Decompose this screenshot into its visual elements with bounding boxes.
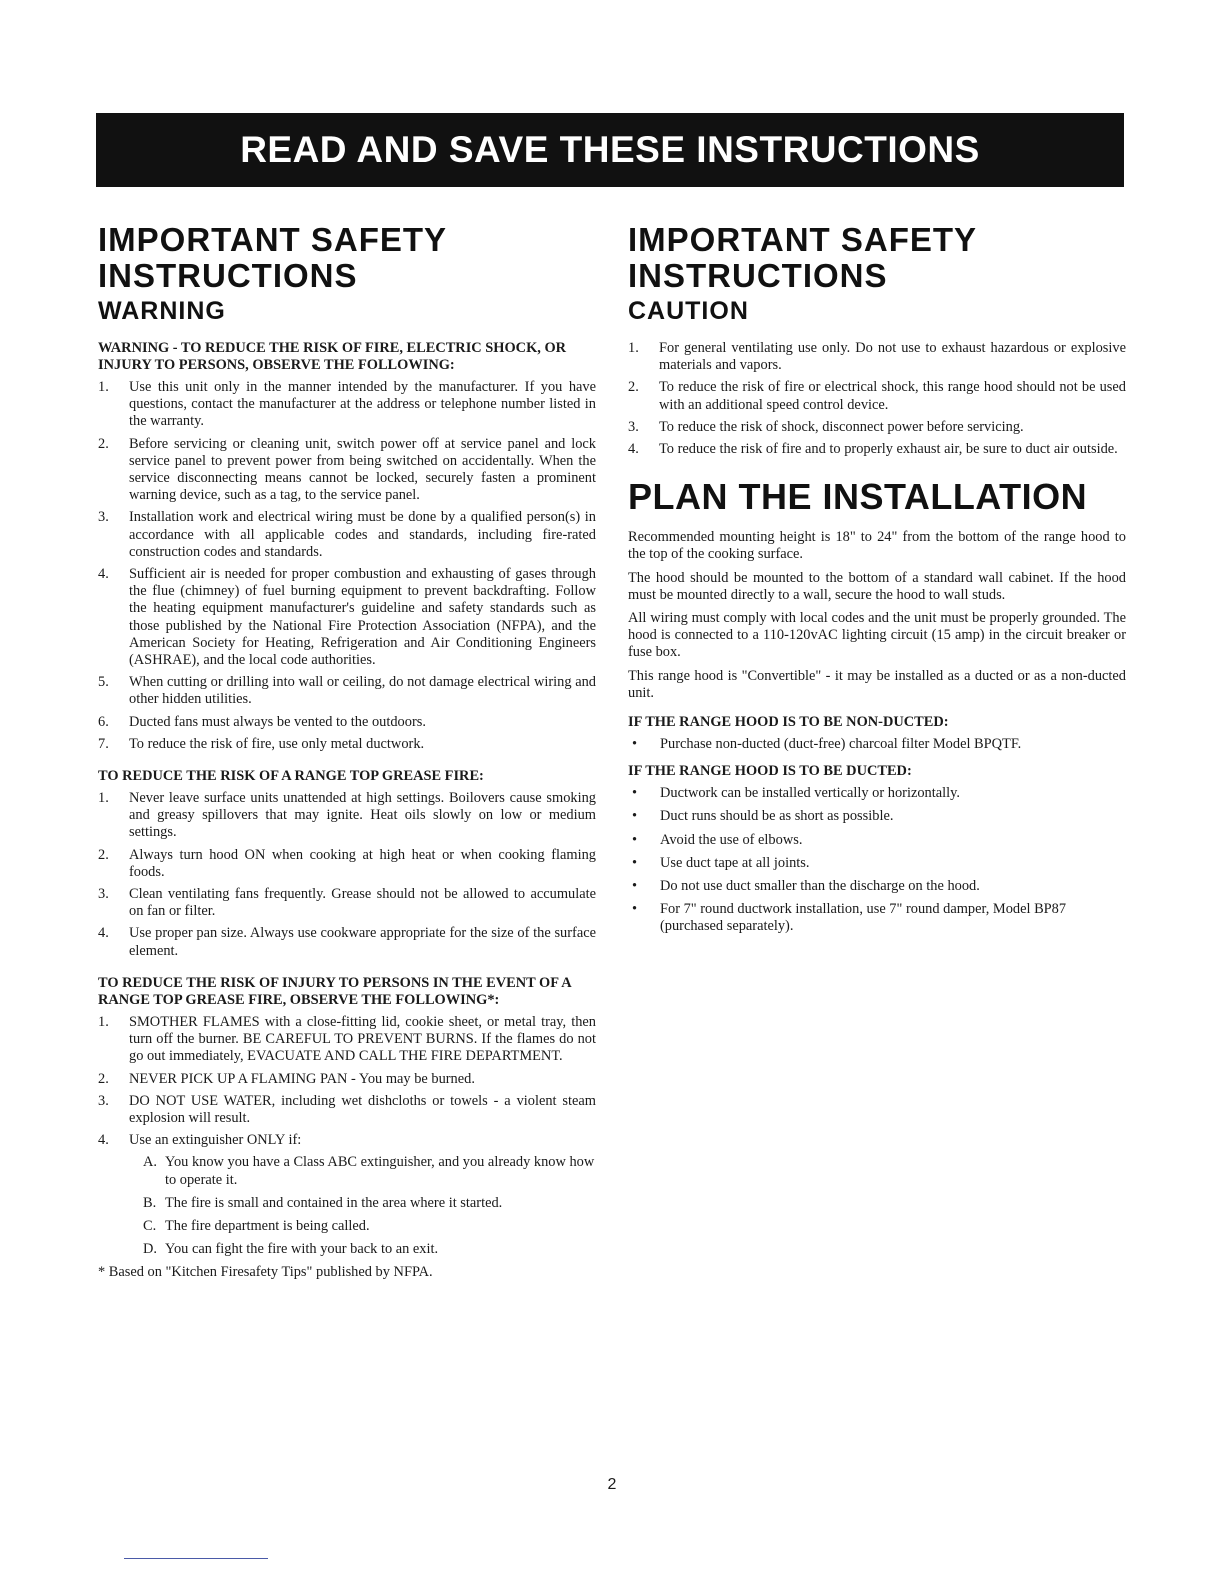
item-text: For general ventilating use only. Do not use to exhaust hazardous or explosive materials and vapors. <box>659 340 1126 374</box>
item-text: To reduce the risk of fire or electrical shock, this range hood should not be used with an additional speed control device. <box>659 379 1126 413</box>
item-number: 2. <box>98 1070 109 1087</box>
list-item <box>129 1154 596 1188</box>
list-item <box>98 925 596 959</box>
footnote: * Based on "Kitchen Firesafety Tips" published by NFPA. <box>98 1264 433 1281</box>
list-item <box>98 886 596 920</box>
item-text: Ductwork can be installed vertically or horizontally. <box>660 785 960 802</box>
item-number: 4. <box>98 925 109 942</box>
right-column <box>628 222 1126 946</box>
extinguisher-list <box>129 1154 596 1258</box>
banner-title: READ AND SAVE THESE INSTRUCTIONS <box>240 129 980 170</box>
item-text: Use proper pan size. Always use cookware appropriate for the size of the surface element. <box>129 925 596 959</box>
item-number: 1. <box>98 1013 109 1030</box>
item-text: The fire is small and contained in the area where it started. <box>165 1194 503 1211</box>
item-number: 4. <box>628 441 639 458</box>
plan-installation-title: PLAN THE INSTALLATION <box>628 476 1088 518</box>
item-number: 3. <box>98 886 109 903</box>
list-item <box>129 1195 596 1212</box>
item-text: To reduce the risk of fire, use only metal ductwork. <box>129 735 425 752</box>
warning-subtitle: WARNING <box>98 297 226 325</box>
left-column <box>98 222 596 1281</box>
item-text: Duct runs should be as short as possible. <box>660 808 894 825</box>
item-text: Sufficient air is needed for proper combustion and exhausting of gases through the flue (chimney) of fuel burning equipment to prevent backdrafting. Follow the heating equipment manufacturer's guideline and safety standards such as those published by the National Fire Protection Association (NFPA), and the American Society for Heating, Refrigeration and Air Conditioning Engineers (ASHRAE), and the local code authorities. <box>129 566 596 669</box>
list-item <box>98 1132 596 1149</box>
ducted-heading: IF THE RANGE HOOD IS TO BE DUCTED: <box>628 763 912 780</box>
list-item <box>628 419 1126 436</box>
item-number: 1. <box>98 790 109 807</box>
caution-subtitle: CAUTION <box>628 297 749 325</box>
non-ducted-heading: IF THE RANGE HOOD IS TO BE NON-DUCTED: <box>628 714 949 731</box>
list-item <box>98 509 596 561</box>
item-text: To reduce the risk of shock, disconnect power before servicing. <box>659 418 1024 435</box>
item-text: Purchase non-ducted (duct-free) charcoal filter Model BPQTF. <box>660 736 1022 753</box>
item-text: Avoid the use of elbows. <box>660 831 803 848</box>
item-text: Ducted fans must always be vented to the outdoors. <box>129 713 426 730</box>
plan-paragraph: The hood should be mounted to the bottom of a standard wall cabinet. If the hood must be mounted directly to a wall, secure the hood to wall studs. <box>628 569 1126 603</box>
item-text: SMOTHER FLAMES with a close-fitting lid, cookie sheet, or metal tray, then turn off the burner. BE CAREFUL TO PREVENT BURNS. If the flames do not go out immediately, EVACUATE AND CALL THE FIRE DEPARTMENT. <box>129 1013 596 1065</box>
list-item <box>628 441 1126 458</box>
list-item <box>628 855 1126 872</box>
bullet-icon: • <box>632 878 638 895</box>
left-section-title <box>98 222 596 294</box>
right-title-line2: INSTRUCTIONS <box>628 257 888 294</box>
page-banner <box>96 113 1124 187</box>
right-section-title <box>628 222 1126 294</box>
list-item <box>628 379 1126 413</box>
item-text: When cutting or drilling into wall or ceiling, do not damage electrical wiring and other hidden utilities. <box>129 674 596 708</box>
bullet-icon: • <box>632 831 638 848</box>
item-text: You can fight the fire with your back to an exit. <box>165 1241 439 1258</box>
item-text: The fire department is being called. <box>165 1217 370 1234</box>
page-number: 2 <box>607 1476 617 1493</box>
caution-list <box>628 340 1126 458</box>
item-number: 4. <box>98 1132 109 1149</box>
item-text: Use this unit only in the manner intended by the manufacturer. If you have questions, contact the manufacturer at the address or telephone number listed in the warranty. <box>129 379 596 430</box>
warning-list <box>98 379 596 753</box>
grease-fire-list <box>98 790 596 960</box>
item-text: Never leave surface units unattended at high settings. Boilovers cause smoking and greasy spillovers that may ignite. Heat oils slowly on low or medium settings. <box>129 790 596 841</box>
item-number: 3. <box>628 418 639 435</box>
list-item <box>98 736 596 753</box>
ducted-list <box>628 785 1126 935</box>
left-title-line2: INSTRUCTIONS <box>98 257 358 294</box>
injury-heading: TO REDUCE THE RISK OF INJURY TO PERSONS IN THE EVENT OF A RANGE TOP GREASE FIRE, OBSERVE THE FOLLOWING*: <box>98 974 571 1008</box>
bullet-icon: • <box>632 785 638 802</box>
plan-paragraph: This range hood is "Convertible" - it may be installed as a ducted or as a non-ducted unit. <box>628 667 1126 701</box>
plan-paragraph: All wiring must comply with local codes and the unit must be properly grounded. The hood is connected to a 110-120vAC lighting circuit (15 amp) in the circuit breaker or fuse box. <box>628 610 1126 661</box>
item-text: To reduce the risk of fire and to properly exhaust air, be sure to duct air outside. <box>659 441 1118 458</box>
list-item <box>628 901 1126 935</box>
list-item <box>98 1014 596 1066</box>
item-text: Always turn hood ON when cooking at high heat or when cooking flaming foods. <box>129 846 596 880</box>
list-item <box>98 674 596 708</box>
list-item <box>98 566 596 669</box>
list-item <box>98 379 596 431</box>
item-text: Installation work and electrical wiring must be done by a qualified person(s) in accordance with all applicable codes and standards, including fire-rated construction codes and standards. <box>129 509 596 560</box>
right-title-line1: IMPORTANT SAFETY <box>628 221 978 258</box>
left-title-line1: IMPORTANT SAFETY <box>98 221 448 258</box>
footer-rule <box>124 1558 268 1559</box>
item-letter: C. <box>143 1217 157 1234</box>
item-text: Use duct tape at all joints. <box>660 854 810 871</box>
list-item <box>628 832 1126 849</box>
item-number: 2. <box>98 846 109 863</box>
item-text: Clean ventilating fans frequently. Grease should not be allowed to accumulate on fan or filter. <box>129 886 596 920</box>
list-item <box>628 808 1126 825</box>
item-text: For 7" round ductwork installation, use 7" round damper, Model BP87 (purchased separately). <box>660 901 1067 935</box>
item-text: Before servicing or cleaning unit, switch power off at service panel and lock service panel to prevent power from being switched on accidentally. When the service disconnecting means cannot be locked, securely fasten a prominent warning device, such as a tag, to the service panel. <box>129 435 596 504</box>
list-item <box>98 1093 596 1127</box>
list-item <box>129 1241 596 1258</box>
item-number: 2. <box>628 379 639 396</box>
item-number: 1. <box>628 340 639 356</box>
warning-heading: WARNING - TO REDUCE THE RISK OF FIRE, ELECTRIC SHOCK, OR INJURY TO PERSONS, OBSERVE THE FOLLOWING: <box>98 340 567 373</box>
item-letter: B. <box>143 1194 157 1211</box>
item-number: 2. <box>98 435 109 452</box>
bullet-icon: • <box>632 736 638 753</box>
list-item <box>98 714 596 731</box>
bullet-icon: • <box>632 854 638 871</box>
item-letter: D. <box>143 1241 157 1258</box>
item-letter: A. <box>143 1154 157 1171</box>
item-number: 5. <box>98 674 109 691</box>
item-number: 6. <box>98 713 109 730</box>
item-text: Use an extinguisher ONLY if: <box>129 1132 302 1149</box>
plan-paragraph: Recommended mounting height is 18" to 24" from the bottom of the range hood to the top of the cooking surface. <box>628 529 1126 563</box>
list-item <box>98 790 596 842</box>
list-item <box>628 878 1126 895</box>
grease-fire-heading: TO REDUCE THE RISK OF A RANGE TOP GREASE FIRE: <box>98 768 484 785</box>
list-item <box>98 436 596 505</box>
non-ducted-list <box>628 736 1126 753</box>
item-number: 4. <box>98 566 109 583</box>
item-number: 3. <box>98 509 109 526</box>
item-number: 3. <box>98 1092 109 1109</box>
injury-list <box>98 1014 596 1149</box>
list-item <box>129 1218 596 1235</box>
list-item <box>98 1071 596 1088</box>
list-item <box>628 785 1126 802</box>
item-text: NEVER PICK UP A FLAMING PAN - You may be burned. <box>129 1070 475 1087</box>
list-item <box>628 736 1126 753</box>
item-text: You know you have a Class ABC extinguisher, and you already know how to operate it. <box>165 1154 595 1188</box>
item-number: 1. <box>98 379 109 395</box>
item-text: Do not use duct smaller than the discharge on the hood. <box>660 878 980 895</box>
list-item <box>98 847 596 881</box>
list-item <box>628 340 1126 374</box>
item-text: DO NOT USE WATER, including wet dishcloths or towels - a violent steam explosion will result. <box>129 1092 596 1126</box>
item-number: 7. <box>98 735 109 752</box>
bullet-icon: • <box>632 808 638 825</box>
bullet-icon: • <box>632 901 638 918</box>
